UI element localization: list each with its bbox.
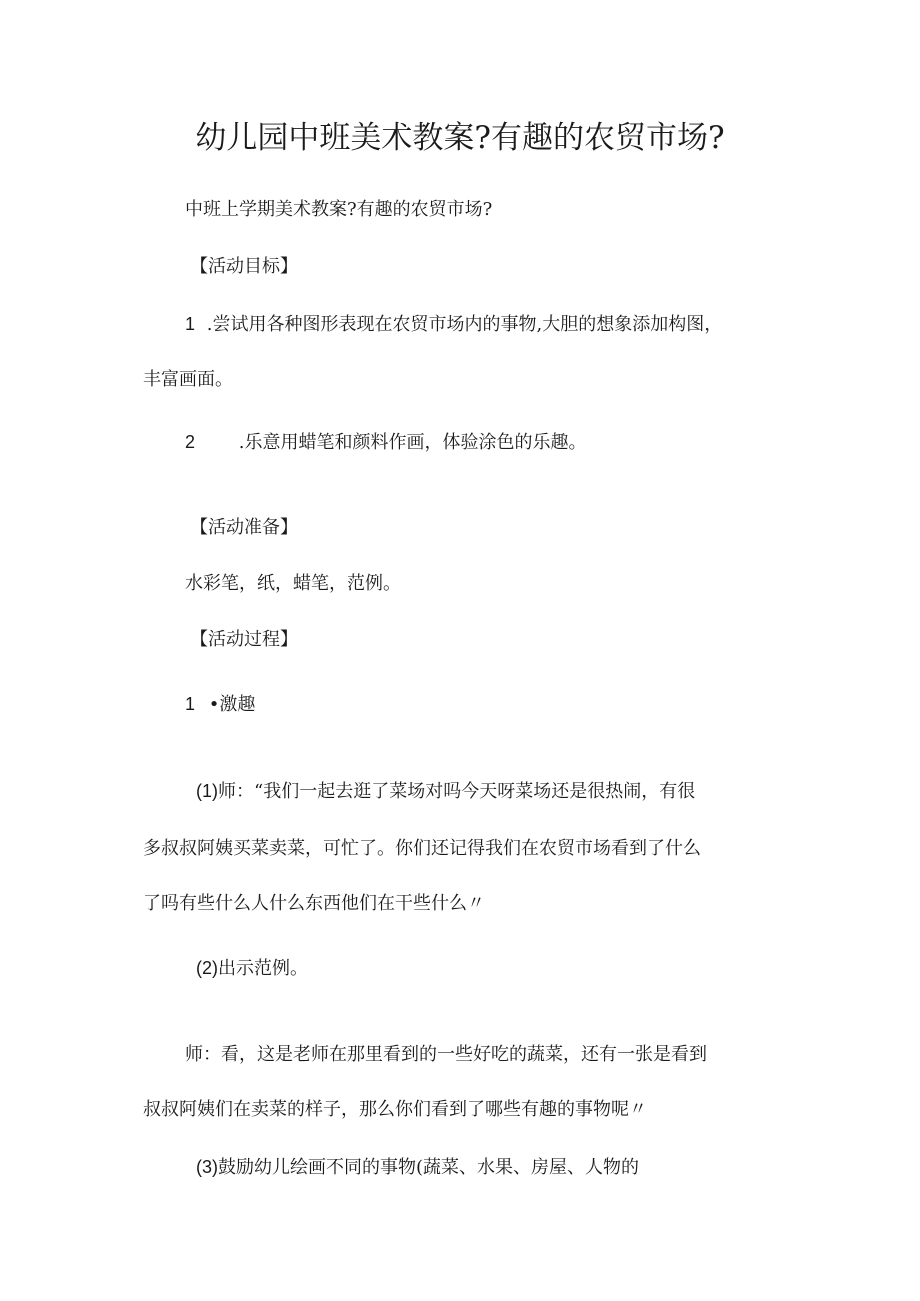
preparation-text: 水彩笔，纸，蜡笔，范例。	[185, 573, 401, 594]
paragraph-3-line-2: 叔叔阿姨们在卖菜的样子，那么你们看到了哪些有趣的事物呢〃	[143, 1099, 647, 1120]
paragraph-3-line-1: 师：看，这是老师在那里看到的一些好吃的蔬菜，还有一张是看到	[185, 1044, 707, 1065]
goal-item-2	[185, 431, 586, 454]
paragraph-4	[196, 1156, 639, 1179]
preparation-heading: 【活动准备】	[190, 517, 298, 538]
goal-item-1-text: .尝试用各种图形表现在农贸市场内的事物,大胆的想象添加构图，	[206, 314, 723, 335]
goal-item-1-number: 1	[185, 314, 196, 334]
paragraph-1	[196, 780, 695, 803]
paragraph-4-marker: (3)	[196, 1157, 218, 1177]
paragraph-1-line-2: 多叔叔阿姨买菜卖菜，可忙了。你们还记得我们在农贸市场看到了什么	[143, 838, 701, 859]
goals-heading: 【活动目标】	[190, 256, 298, 277]
paragraph-2-text: 出示范例。	[218, 958, 308, 979]
process-heading: 【活动过程】	[190, 629, 298, 650]
paragraph-1-line-3: 了吗有些什么人什么东西他们在干些什么〃	[143, 893, 485, 914]
document-title: 幼儿园中班美术教案?有趣的农贸市场?	[195, 120, 725, 156]
process-step-1-text: •激趣	[208, 694, 256, 715]
process-step-1-number: 1	[185, 694, 196, 714]
document-subtitle: 中班上学期美术教案?有趣的农贸市场?	[185, 199, 493, 220]
paragraph-1-line-1: 师：“我们一起去逛了菜场对吗今天呀菜场还是很热闹，有很	[218, 781, 696, 802]
goal-item-2-text: .乐意用蜡笔和颜料作画，体验涂色的乐趣。	[238, 432, 587, 453]
process-step-1	[185, 693, 255, 716]
paragraph-2	[196, 957, 308, 980]
paragraph-1-marker: (1)	[196, 781, 218, 801]
goal-item-1-continuation: 丰富画面。	[143, 369, 233, 390]
paragraph-4-text: 鼓励幼儿绘画不同的事物(蔬菜、水果、房屋、人物的	[218, 1157, 640, 1178]
goal-item-1	[185, 313, 722, 336]
paragraph-2-marker: (2)	[196, 958, 218, 978]
goal-item-2-number: 2	[185, 432, 196, 452]
